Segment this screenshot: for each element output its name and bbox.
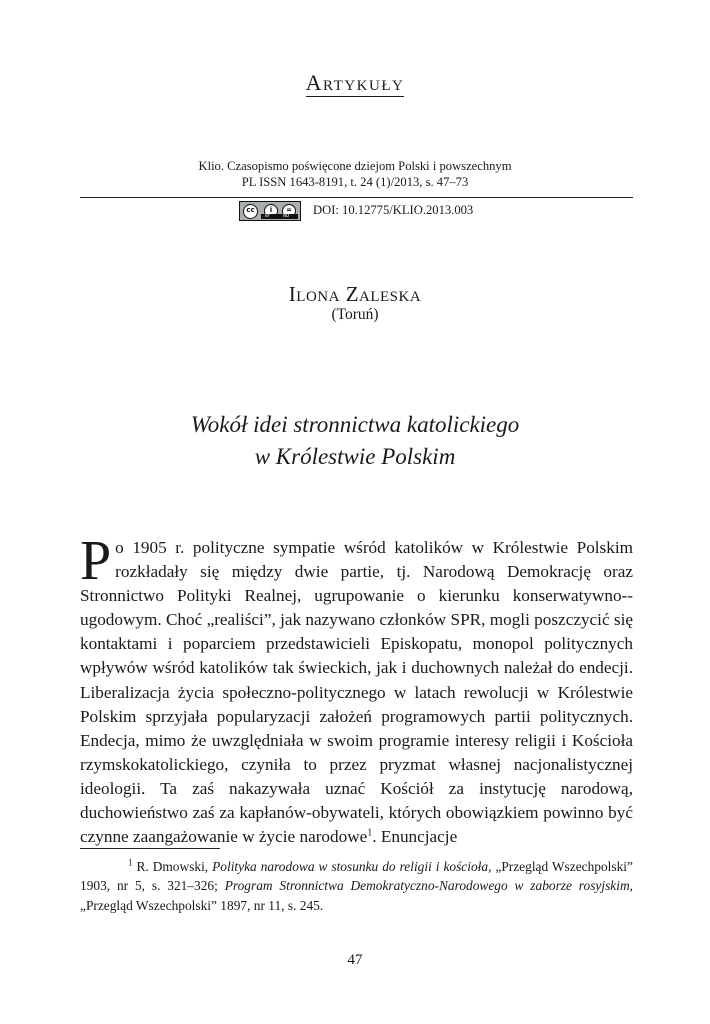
cc-icon: cc	[243, 204, 258, 219]
footnote-number: 1	[128, 857, 133, 868]
article-title-line-2: w Królestwie Polskim	[254, 444, 456, 469]
body-text-tail: . Enuncjacje	[372, 827, 458, 847]
header-divider	[80, 197, 633, 198]
footnote	[80, 857, 633, 915]
no-derivatives-icon: =	[282, 204, 296, 218]
doi-link[interactable]: DOI: 10.12775/KLIO.2013.003	[313, 203, 474, 217]
drop-cap: P	[80, 530, 112, 592]
footnote-title-2: Program Stronnictwa Demokratyczno-Narodowego w zaborze rosyjskim	[224, 878, 630, 894]
author-name: Ilona Zaleska	[288, 282, 422, 306]
by-label: BY	[265, 213, 270, 218]
footnote-mid: , „Przegląd Wszechpolski” 1903, nr 5, s. 321–326;	[80, 859, 633, 894]
journal-line-1: Klio. Czasopismo poświęcone dziejom Polski i powszechnym	[198, 159, 512, 173]
body-text: o 1905 r. polityczne sympatie wśród katolików w Królestwie Polskim rozkładały się między dwie partie, tj. Narodową Demokrację oraz Stronnictwo Polityki Realnej, ugrupowanie o kierunku konserwatywno--ugodowym. Choć „realiści”, jak nazywano członków SPR, mogli poszczycić się kontaktami i poparciem przedstawicieli Episkopatu, monopol politycznych wpływów wśród katolików tak świeckich, jak i duchownych należał do endecji. Liberalizacja życia społeczno-politycznego w latach rewolucji w Królestwie Polskim sprzyjała popularyzacji założeń programowych partii politycznych. Endecja, mimo że uwzględniała w swoim programie interesy religii i Kościoła rzymskokatolickiego, czyniła to przez pryzmat własnej nacjonalistycznej ideologii. Ta zaś nakazywała uznać Kościół za instytucję narodową, duchowieństwo zaś za kapłanów-obywateli, których obowiązkiem powinno być czynne zaangażowanie w życie narodowe	[80, 538, 633, 847]
body-paragraph	[80, 530, 633, 849]
journal-info	[80, 158, 630, 190]
section-heading-text: Artykuły	[305, 70, 405, 95]
article-title-line-1: Wokół idei stronnictwa katolickiego	[190, 412, 520, 437]
journal-line-2: PL ISSN 1643-8191, t. 24 (1)/2013, s. 47–73	[241, 175, 469, 189]
author-affiliation: (Toruń)	[331, 306, 379, 323]
footnote-tail: , „Przegląd Wszechpolski” 1897, nr 11, s. 245.	[80, 878, 633, 913]
footnote-divider	[80, 848, 220, 849]
footnote-ref[interactable]: 1	[367, 827, 373, 839]
article-title	[0, 409, 710, 473]
page-number: 47	[347, 952, 363, 968]
footnote-author: R. Dmowski,	[136, 859, 209, 874]
cc-by-nd-icon[interactable]	[239, 201, 301, 221]
nd-label: ND	[283, 213, 290, 218]
attribution-icon: i	[264, 204, 278, 218]
license-label-bar	[261, 214, 298, 219]
section-heading	[0, 70, 710, 96]
footnote-title-1: Polityka narodowa w stosunku do religii i kościoła	[212, 859, 489, 874]
